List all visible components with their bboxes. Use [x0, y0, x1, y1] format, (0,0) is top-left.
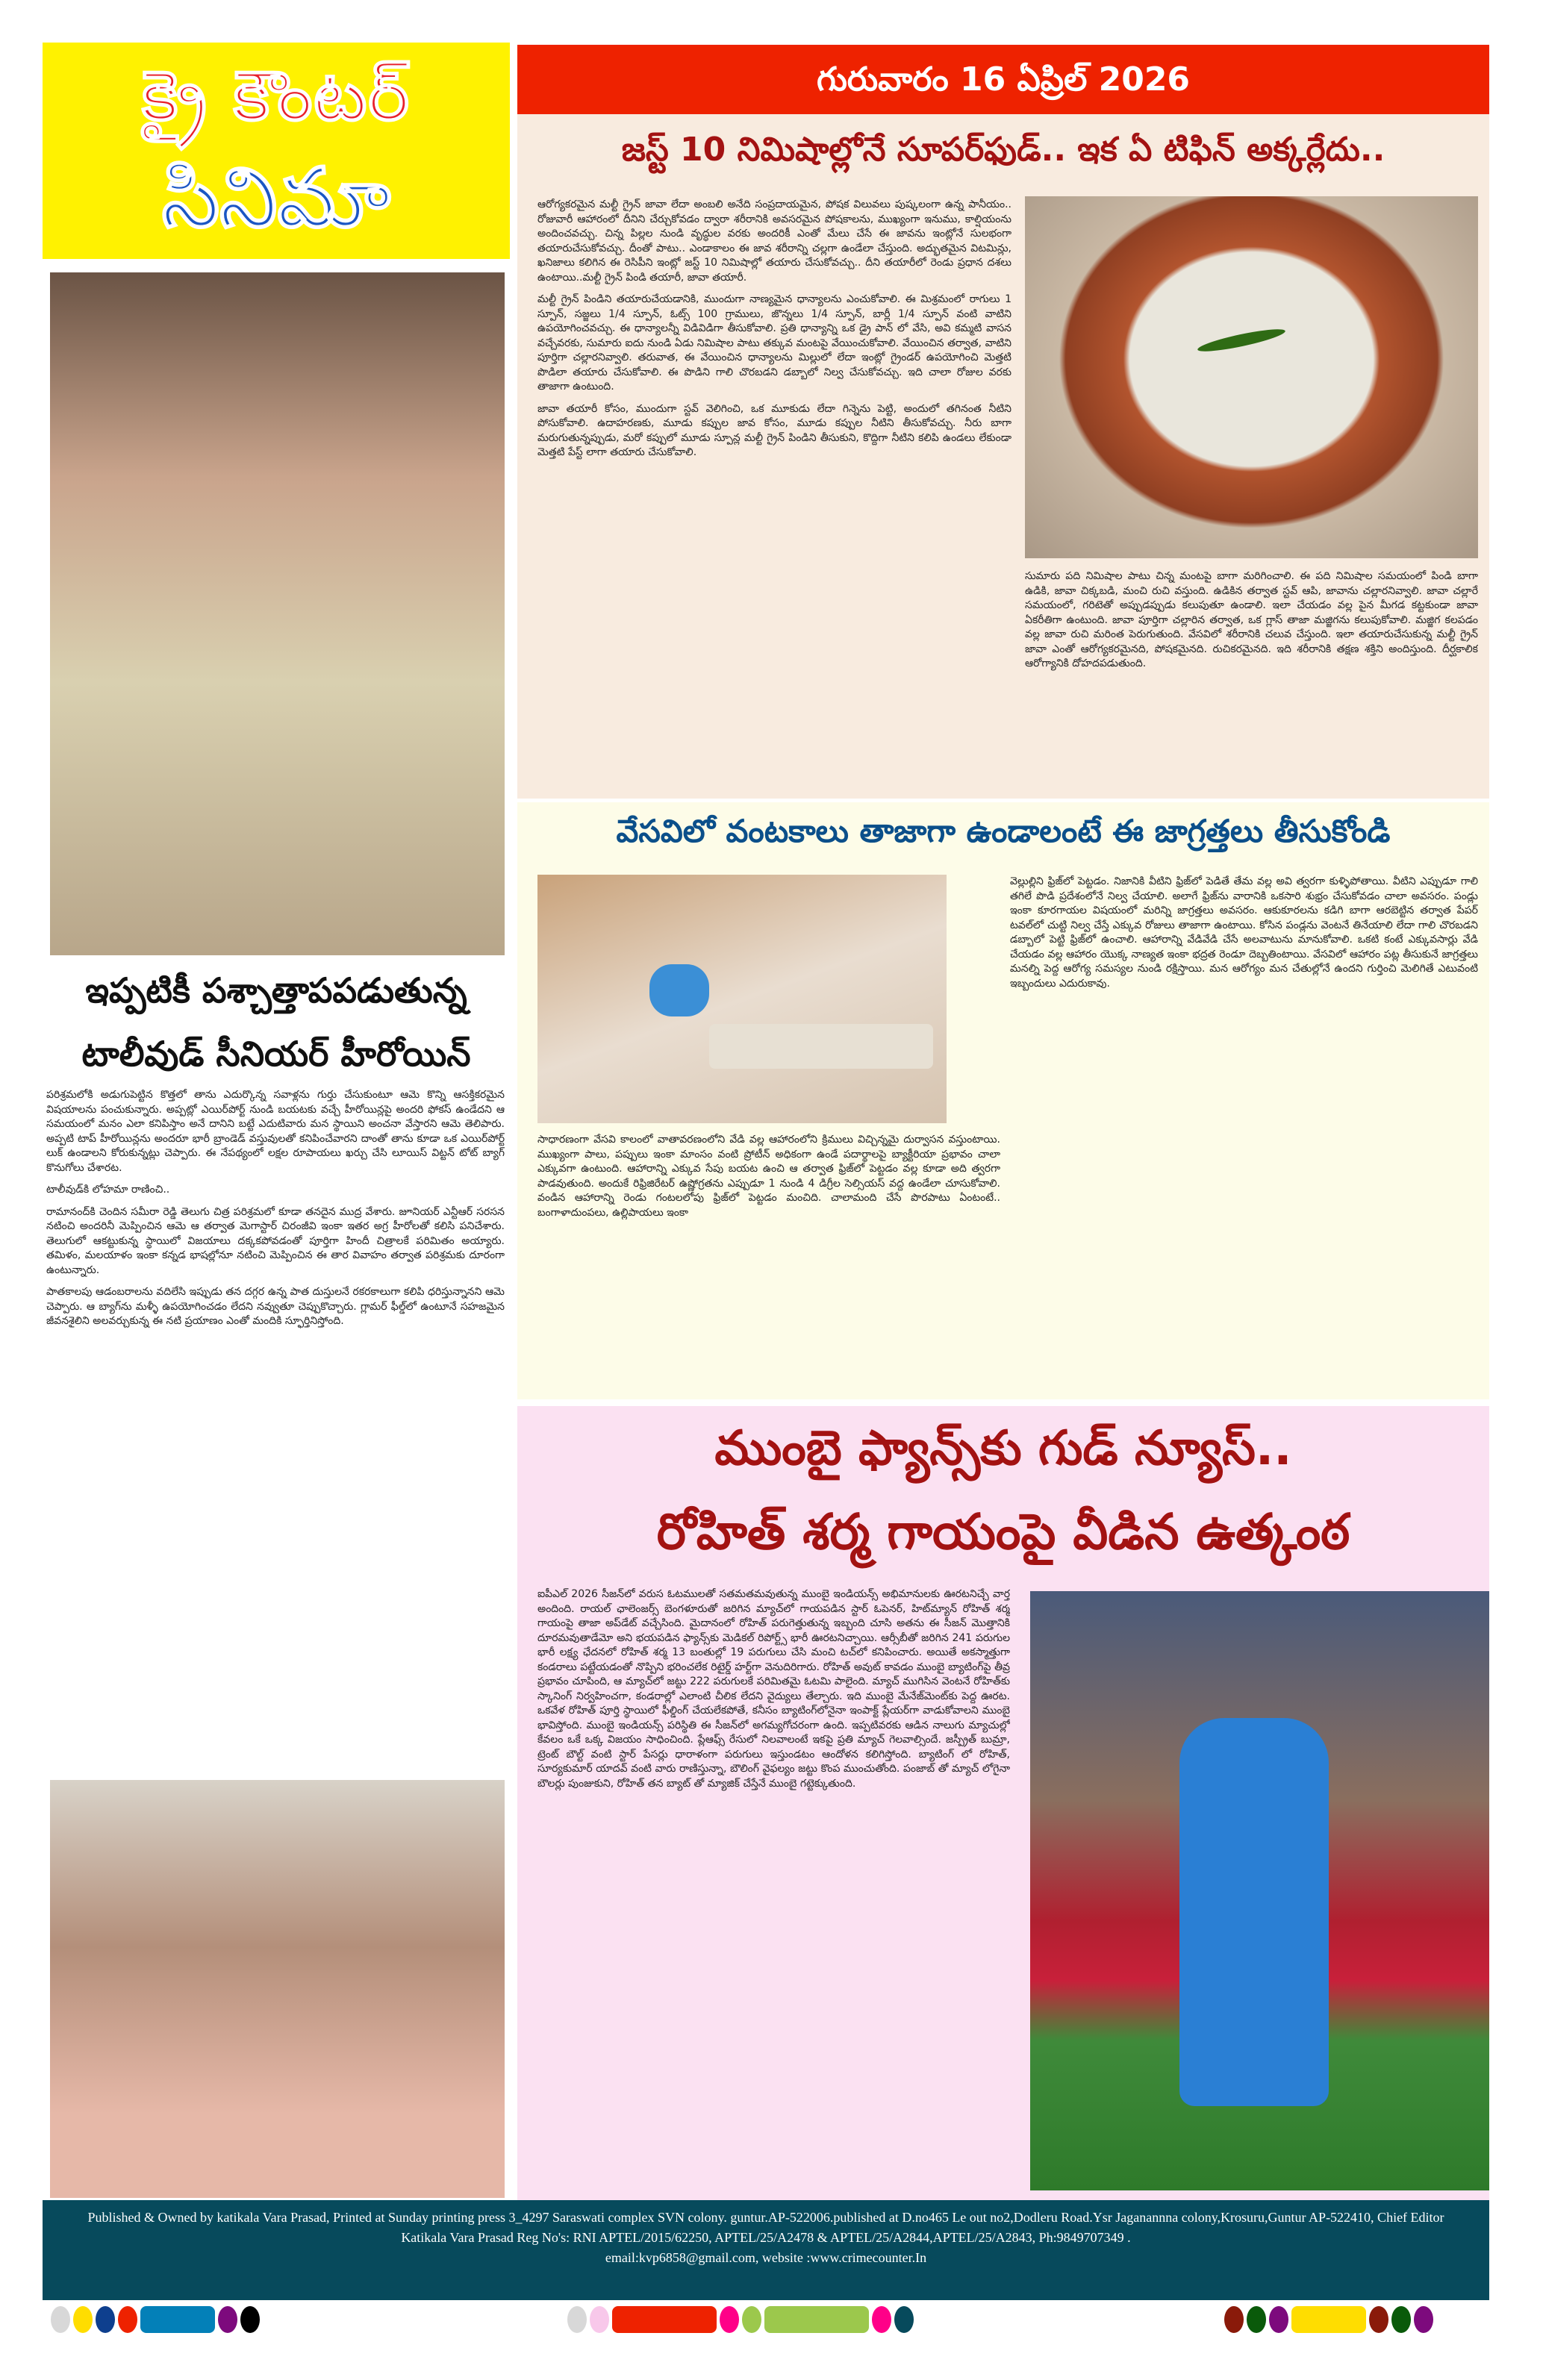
- paragraph: పరిశ్రమలోకి అడుగుపెట్టిన కొత్తలో తాను ఎదుర్కొన్న సవాళ్లను గుర్తు చేసుకుంటూ ఆమె కొన్ని ఆసక్తికరమైన విషయాలను పంచుకున్నారు. అప్పట్లో ఎయిర్‌పోర్ట్ నుండి బయటకు వచ్చే హీరోయిన్లపై అందరి ఫోకస్ ఉండేదని ఆ సమయంలో మనం ఎలా కనిపిస్తాం అనే దానిని బట్టే ఎదుటివారు మన స్థాయిని అంచనా వేస్తారని ఆమె తెలిపారు. అప్పటి టాప్ హీరోయిన్లను అందరూ భారీ బ్రాండెడ్ వస్తువులతో కనిపించేవారని దాంతో తాను కూడా ఒక ఎయిర్‌పోర్ట్ లుక్ ఉండాలని కోరుకున్నట్లు చెప్పారు. ఈ నేపథ్యంలో లక్షల రూపాయలు ఖర్చు చేసి లూయిస్ విట్టన్ టోట్ బ్యాగ్ కొనుగోలు చేశారట.: [46, 1089, 505, 1174]
- article-headline: జస్ట్ 10 నిమిషాల్లోనే సూపర్‌ఫుడ్.. ఇక ఏ టిఫిన్ అక్కర్లేదు..: [621, 131, 1385, 169]
- article-body-continued: సుమారు పది నిమిషాల పాటు చిన్న మంటపై బాగా మరిగించాలి. ఈ పది నిమిషాల సమయంలో పిండి బాగా ఉడికి, జావా చిక్కబడి, మంచి రుచి వస్తుంది. ఉడికిన తర్వాత స్టవ్ ఆపి, జావాను చల్లారనివ్వాలి. జావా చల్లారే సమయంలో, గరిటెతో అప్పుడప్పుడు కలుపుతూ ఉండాలి. ఇలా చేయడం వల్ల పైన మీగడ కట్టకుండా జావా ఏకరీతిగా ఉంటుంది. జావా పూర్తిగా చల్లారిన తర్వాత, ఒక గ్లాస్ తాజా మజ్జిగను కలుపుకోవాలి. మజ్జిగ కలపడం వల్ల జావా రుచి మరింత పెరుగుతుంది. వేసవిలో శరీరానికి చలువ చేస్తుంది. ఇలా తయారుచేసుకున్న మల్టీ గ్రైన్ జావా ఎంతో ఆరోగ్యకరమైనది, పోషకమైనది. రుచికరమైనది. ఇది శరీరానికి తక్షణ శక్తిని అందిస్తుంది. దీర్ఘకాలిక ఆరోగ్యానికి దోహదపడుతుంది.: [1025, 570, 1478, 669]
- paragraph: ఆరోగ్యకరమైన మల్టీ గ్రైన్ జావా లేదా అంబలి అనేది సంప్రదాయమైన, పోషక విలువలు పుష్కలంగా ఉన్న పానీయం.. రోజువారీ ఆహారంలో దీనిని చేర్చుకోవడం ద్వారా శరీరానికి అవసరమైన పోషకాలను, ముఖ్యంగా ఇనుము, కాల్షియంను అందించవచ్చు. చిన్న పిల్లల నుండి వృద్ధుల వరకు అందరికీ ఎంతో మేలు చేసే ఈ జావను ఇంట్లోనే సులభంగా తయారుచేసుకోవచ్చు. దీంతో పాటు.. ఎండాకాలం ఈ జావ శరీరాన్ని చల్లగా ఉండేలా చేస్తుంది. అద్భుతమైన విటమిన్లు, ఖనిజాలు కలిగిన ఈ రెసిపీని ఇంట్లో జస్ట్ 10 నిమిషాల్లో తయారు చేసుకోవచ్చు.. దీని తయారీలో రెండు ప్రధాన దశలు ఉంటాయి..మల్టీ గ్రైన్ పిండి తయారీ, జావా తయారీ.: [537, 199, 1011, 284]
- article-headline-1: ముంబై ఫ్యాన్స్‌కు గుడ్ న్యూస్..: [714, 1421, 1292, 1476]
- left-headline-2: టాలీవుడ్ సీనియర్ హీరోయిన్: [81, 1034, 471, 1074]
- footer-contact: email:kvp6858@gmail.com, website :www.crimecounter.In: [605, 2250, 927, 2265]
- article-headline-2: రోహిత్ శర్మ గాయంపై వీడిన ఉత్కంఠ: [656, 1503, 1350, 1561]
- actress-photo-2: [50, 1780, 505, 2198]
- paragraph: జావా తయారీ కోసం, ముందుగా స్టవ్ వెలిగించి, ఒక మూకుడు లేదా గిన్నెను పెట్టి, అందులో తగినంత నీటిని పోసుకోవాలి. ఉదాహరణకు, మూడు కప్పుల జావ కోసం, మూడు కప్పుల నీటిని తీసుకోవచ్చు. నీరు బాగా మరుగుతున్నప్పుడు, మరో కప్పులో మూడు స్పూన్ల మల్టీ గ్రైన్ పిండిని తీసుకుని, కొద్దిగా నీటిని కలిపి ఉండలు లేకుండా మెత్తటి పేస్ట్ లాగా తయారు చేసుకోవాలి.: [537, 402, 1011, 458]
- logo-line1: క్రై కౌంటర్: [142, 56, 411, 136]
- cricket-player-image: [1030, 1591, 1489, 2190]
- color-registration-center: [567, 2306, 914, 2333]
- article-body: [537, 198, 1011, 795]
- article-body-left: సాధారణంగా వేసవి కాలంలో వాతావరణంలోని వేడి వల్ల ఆహారంలోని క్రిములు విచ్చిన్నమై దుర్వాసన వస్తుంటాయి. ముఖ్యంగా పాలు, పప్పులు ఇంకా మాంసం వంటి ప్రోటీన్ అధికంగా ఉండే పదార్థాలపై బ్యాక్టీరియా ప్రభావం చాలా ఎక్కువగా ఉంటుంది. ఆహారాన్ని ఎక్కువ సేపు బయట ఉంచి ఆ తర్వాత ఫ్రిజ్‌లో పెట్టడం వల్ల కూడా అది త్వరగా పాడవుతుంది. అందుకే రిఫ్రిజిరేటర్ ఉష్ణోగ్రతను ఎప్పుడూ 1 నుండి 4 డిగ్రీల సెల్సియస్ వద్ద ఉండేలా చూసుకోవాలి. వండిన ఆహారాన్ని రెండు గంటలలోపు ఫ్రిజ్‌లో పెట్టడం మంచిది. చాలామంది చేసే పొరపాటు ఏంటంటే.. బంగాళాదుంపలు, ఉల్లిపాయలు ఇంకా: [537, 1134, 1000, 1219]
- paragraph: పాతకాలపు ఆడంబరాలను వదిలేసి ఇప్పుడు తన దగ్గర ఉన్న పాత దుస్తులనే రకరకాలుగా కలిపి ధరిస్తున్నానని ఆమె చెప్పారు. ఆ బ్యాగ్‌ను మళ్ళీ ఉపయోగించడం లేదని నవ్వుతూ చెప్పుకొచ్చారు. గ్లామర్ ఫీల్డ్‌లో ఉంటూనే సహజమైన జీవనశైలిని అలవర్చుకున్న ఈ నటి ప్రయాణం ఎంతో మందికి స్ఫూర్తినిస్తోంది.: [46, 1286, 505, 1327]
- footer-publisher: Published & Owned by katikala Vara Prasad, Printed at Sunday printing press 3_4297 Saraswati complex SVN colony. guntur.AP-522006.published at D.no465 Le out no2,Dodleru Road.Ysr Jaganannna colony,Krosuru,Guntur AP-522410, Chief Editor Katikala Vara Prasad Reg No's: RNI APTEL/2015/62250, APTEL/25/A2478 & APTEL/25/A2844,APTEL/25/A2843, Ph:9849707349 .: [87, 2210, 1444, 2245]
- millet-java-image: [1025, 196, 1478, 558]
- actress-photo-1: [50, 272, 505, 955]
- food-containers-image: [537, 875, 947, 1123]
- paragraph: మల్టీ గ్రైన్ పిండిని తయారుచేయడానికి, ముందుగా నాణ్యమైన ధాన్యాలను ఎంచుకోవాలి. ఈ మిశ్రమంలో రాగులు 1 స్పూన్, సజ్జలు 1/4 స్పూన్, ఓట్స్ 100 గ్రాములు, జొన్నలు 1/4 స్పూన్, బార్లీ 1/4 స్పూన్ వంటి వాటిని ఉపయోగించవచ్చు. ఈ ధాన్యాలన్నీ విడివిడిగా తీసుకోవాలి. ప్రతి ధాన్యాన్ని ఒక డ్రై పాన్ లో వేసి, అవి కమ్మటి వాసన వచ్చేవరకు, సుమారు ఐదు నుండి ఏడు నిమిషాల పాటు తక్కువ మంటపై వేయించుకోవాలి. వేయించిన తర్వాత, వాటిని పూర్తిగా చల్లారనివ్వాలి. తరువాత, ఈ వేయించిన ధాన్యాలను మిల్లులో లేదా ఇంట్లో గ్రైండర్ ఉపయోగించి మెత్తటి పొడిలా తయారు చేసుకోవాలి. ఈ పొడిని గాలి చొరబడని డబ్బాలో నిల్వ చేసుకోవచ్చు. ఇది చాలా రోజుల వరకు తాజాగా ఉంటుంది.: [537, 293, 1011, 393]
- paragraph: రామానంద్‌కి చెందిన సమీరా రెడ్డి తెలుగు చిత్ర పరిశ్రమలో కూడా తనదైన ముద్ర వేశారు. జూనియర్ ఎన్టీఆర్ సరసన నటించి అందరినీ మెప్పించిన ఆమె ఆ తర్వాత మెగాస్టార్ చిరంజీవి ఇంకా ఇతర అగ్ర హీరోలతో కలిసి పనిచేశారు. తెలుగులో ఆకట్టుకున్న స్థాయిలో విజయాలు దక్కకపోవడంతో పూర్తిగా హిందీ చిత్రాలకే పరిమితం అయ్యారు. తమిళం, మలయాళం ఇంకా కన్నడ భాషల్లోనూ నటించి మెప్పించిన ఈ తార వివాహం తర్వాత పరిశ్రమకు దూరంగా ఉంటున్నారు.: [46, 1205, 505, 1276]
- article-rohit-sharma: [517, 1406, 1489, 2200]
- subheading: టాలీవుడ్‌కి లోహమా రాణించి..: [46, 1184, 170, 1196]
- article-superfood: [517, 114, 1489, 799]
- masthead-logo: [43, 43, 510, 259]
- logo-line2: సినిమా: [161, 150, 391, 246]
- date-bar: గురువారం 16 ఏప్రిల్ 2026: [517, 45, 1489, 114]
- color-registration-right: [1224, 2306, 1433, 2333]
- left-headline-1: ఇప్పటికీ పశ్చాత్తాపపడుతున్న: [85, 970, 467, 1011]
- article-summer-food: [517, 802, 1489, 1399]
- article-headline: వేసవిలో వంటకాలు తాజాగా ఉండాలంటే ఈ జాగ్రత్తలు తీసుకోండి: [616, 813, 1391, 849]
- footer-imprint: [43, 2200, 1489, 2300]
- article-body-right: వెల్లుల్లిని ఫ్రిజ్‌లో పెట్టడం. నిజానికి వీటిని ఫ్రిజ్‌లో పెడితే తేమ వల్ల అవి త్వరగా కుళ్ళిపోతాయి. వీటిని ఎప్పుడూ గాలి తగిలే పొడి ప్రదేశంలోనే నిల్వ చేయాలి. అలాగే ఫ్రిజ్‌ను వారానికి ఒకసారి శుభ్రం చేసుకోవడం చాలా అవసరం. పండ్లు ఇంకా కూరగాయల విషయంలో మరిన్ని జాగ్రత్తలు అవసరం. ఆకుకూరలను కడిగి బాగా ఆరబెట్టిన తర్వాత పేపర్ టవల్‌లో చుట్టి నిల్వ చేస్తే ఎక్కువ రోజులు తాజాగా ఉంటాయి. కోసిన పండ్లను వెంటనే తినేయాలి లేదా గాలి చొరబడని డబ్బాలో పెట్టి ఫ్రిజ్‌లో ఉంచాలి. ఆహారాన్ని వేడివేడి చేసే అలవాటును మానుకోవాలి. ఒకటి కంటే ఎక్కువసార్లు వేడి చేయడం వల్ల ఆహారం యొక్క నాణ్యత ఇంకా భద్రత రెండూ దెబ్బతింటాయి. వేసవిలో ఆహారం పట్ల తీసుకునే జాగ్రత్తలు మనల్ని పెద్ద ఆరోగ్య సమస్యల నుండి రక్షిస్తాయి. మన ఆరోగ్యం మన చేతుల్లోనే ఉందని గుర్తించి మెలిగితే ఎటువంటి ఇబ్బందులు ఎదురుకావు.: [1010, 875, 1478, 990]
- color-registration-left: [51, 2306, 260, 2333]
- article-body: ఐపీఎల్ 2026 సీజన్‌లో వరుస ఓటములతో సతమతమవుతున్న ముంబై ఇండియన్స్ అభిమానులకు ఊరటనిచ్చే వార్త అందింది. రాయల్ ఛాలెంజర్స్ బెంగళూరుతో జరిగిన మ్యాచ్‌లో గాయపడిన స్టార్ ఓపెనర్, హిట్‌మ్యాన్ రోహిత్ శర్మ గాయంపై తాజా అప్‌డేట్ వచ్చేసింది. మైదానంలో రోహిత్ పరుగెత్తుతున్న ఇబ్బంది చూసి అతను ఈ సీజన్ మొత్తానికి దూరమవుతాడేమో అని భయపడిన ఫ్యాన్స్‌కు మెడికల్ రిపోర్ట్స్ భారీ ఊరటనిచ్చాయి. ఆర్సీబీతో జరిగిన 241 పరుగుల భారీ లక్ష్య ఛేదనలో రోహిత్ శర్మ 13 బంతుల్లో 19 పరుగులు చేసి మంచి టచ్‌లో కనిపించారు. అయితే అకస్మాత్తుగా కండరాలు పట్టేయడంతో నొప్పిని భరించలేక రిటైర్డ్ హర్ట్‌గా వెనుదిరిగారు. రోహిత్ అవుట్ కావడం ముంబై బ్యాటింగ్‌పై తీవ్ర ప్రభావం చూపింది, ఆ మ్యాచ్‌లో జట్టు 222 పరుగులకే పరిమితమై ఓటమి పాలైంది. మ్యాచ్ ముగిసిన వెంటనే రోహిత్‌కు స్కానింగ్ నిర్వహించగా, కండరాల్లో ఎలాంటి చీలిక లేదని వైద్యులు తేల్చారు. ఇది ముంబై మేనేజ్‌మెంట్‌కు పెద్ద ఊరట. ఒకవేళ రోహిత్ పూర్తి స్థాయిలో ఫీల్డింగ్ చేయలేకపోతే, కనీసం బ్యాటింగ్‌లోనైనా ఇంపాక్ట్ ప్లేయర్‌గా వాడుకోవాలని ముంబై భావిస్తోంది. ముంబై ఇండియన్స్ పరిస్థితి ఈ సీజన్‌లో అగమ్యగోచరంగా ఉంది. ఇప్పటివరకు ఆడిన నాలుగు మ్యాచుల్లో కేవలం ఒకే ఒక్క విజయం సాధించింది. ప్లేఆఫ్స్ రేసులో నిలవాలంటే ఇకపై ప్రతి మ్యాచ్ గెలవాల్సిందే. జస్ప్రీత్ బుమ్రా, ట్రెంట్ బౌల్ట్ వంటి స్టార్ పేసర్లు ధారాళంగా పరుగులు ఇస్తుండటం ఆందోళన కలిగిస్తోంది. బ్యాటింగ్ లో రోహిత్, సూర్యకుమార్ యాదవ్ వంటి వారు రాణిస్తున్నా, బౌలింగ్ వైఫల్యం జట్టు కొంప ముంచుతోంది. పంజాబ్ తో మ్యాచ్ లోగైనా బౌలర్లు పుంజుకుని, రోహిత్ తన బ్యాట్ తో మ్యాజిక్ చేస్తేనే ముంబై గట్టెక్కుతుంది.: [537, 1588, 1010, 1790]
- left-article-body: [46, 1088, 505, 1775]
